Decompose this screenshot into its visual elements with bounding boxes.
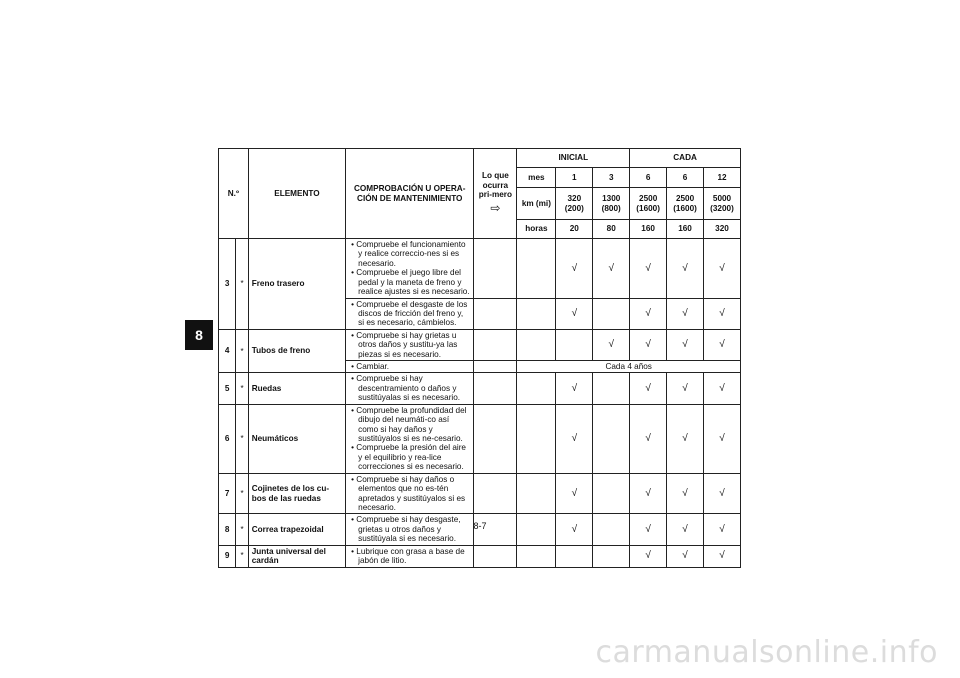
- header-km: 1300 (800): [593, 188, 630, 220]
- first-occurrence-cell: [474, 239, 517, 299]
- label-column-cell: [517, 473, 556, 514]
- emission-star: *: [236, 373, 248, 404]
- header-km: 2500 (1600): [667, 188, 704, 220]
- check-mark: √: [556, 514, 593, 545]
- maintenance-operation: [346, 361, 474, 373]
- check-mark: √: [593, 239, 630, 299]
- maintenance-operation: [346, 514, 474, 545]
- operation-item: • Compruebe la presión del aire y el equilibrio y rea-lice correcciones si es necesario.: [349, 443, 470, 471]
- check-mark: √: [704, 473, 741, 514]
- header-hours-label: horas: [517, 220, 556, 239]
- check-mark: √: [630, 473, 667, 514]
- check-mark: √: [556, 239, 593, 299]
- header-km-label: km (mi): [517, 188, 556, 220]
- operation-item: • Compruebe el funcionamiento y realice correccio-nes si es necesario.: [349, 240, 470, 268]
- header-every: CADA: [630, 149, 741, 168]
- check-mark: √: [667, 329, 704, 360]
- label-column-cell: [517, 329, 556, 360]
- element-name: Ruedas: [248, 373, 345, 404]
- watermark: carmanualsonline.info: [595, 635, 938, 670]
- first-occurrence-cell: [474, 404, 517, 473]
- check-mark: √: [704, 298, 741, 329]
- header-hours: 160: [630, 220, 667, 239]
- header-hours: 80: [593, 220, 630, 239]
- maintenance-operation: [346, 473, 474, 514]
- check-mark: √: [667, 373, 704, 404]
- label-column-cell: [517, 545, 556, 567]
- label-column-cell: [517, 514, 556, 545]
- check-mark: √: [667, 514, 704, 545]
- check-mark: [593, 373, 630, 404]
- check-mark: [593, 298, 630, 329]
- page-number: 8-7: [473, 521, 487, 531]
- operation-item: • Compruebe si hay grietas u otros daños y sustitu-ya las piezas si es necesario.: [349, 331, 470, 359]
- table-row: [219, 239, 741, 299]
- check-mark: √: [667, 298, 704, 329]
- emission-star: *: [236, 329, 248, 373]
- check-mark: [593, 514, 630, 545]
- check-mark: √: [556, 473, 593, 514]
- emission-star: *: [236, 545, 248, 567]
- check-mark: √: [556, 373, 593, 404]
- check-mark: [593, 473, 630, 514]
- maintenance-operation: [346, 329, 474, 360]
- operation-item: • Compruebe la profundidad del dibujo del neumáti-co así como si hay daños y sustitúyalos si es ne-cesario.: [349, 406, 470, 444]
- emission-star: *: [236, 239, 248, 330]
- first-occurrence-cell: [474, 298, 517, 329]
- element-name: Correa trapezoidal: [248, 514, 345, 545]
- check-mark: [593, 545, 630, 567]
- maintenance-operation: [346, 239, 474, 299]
- row-number: 8: [219, 514, 236, 545]
- header-month: 1: [556, 168, 593, 188]
- element-name: Freno trasero: [248, 239, 345, 330]
- element-name: Cojinetes de los cu-bos de las ruedas: [248, 473, 345, 514]
- table-row: [219, 404, 741, 473]
- header-km: 5000 (3200): [704, 188, 741, 220]
- operation-item: • Compruebe si hay daños o elementos que no es-tén apretados y sustitúyalos si es necesario.: [349, 475, 470, 513]
- header-hours: 20: [556, 220, 593, 239]
- header-initial: INICIAL: [517, 149, 630, 168]
- first-occurrence-cell: [474, 545, 517, 567]
- header-month-label: mes: [517, 168, 556, 188]
- operation-item: • Compruebe el desgaste de los discos de fricción del freno y, si es necesario, cámbielos.: [349, 300, 470, 328]
- header-month: 3: [593, 168, 630, 188]
- check-mark: √: [704, 239, 741, 299]
- arrow-icon: ⇨: [490, 200, 501, 215]
- label-column-cell: [517, 373, 556, 404]
- maintenance-operation: [346, 404, 474, 473]
- label-column-cell: [517, 404, 556, 473]
- table-row: [219, 473, 741, 514]
- element-name: Junta universal del cardán: [248, 545, 345, 567]
- row-number: 7: [219, 473, 236, 514]
- maintenance-table: [218, 148, 741, 568]
- operation-item: • Lubrique con grasa a base de jabón de litio.: [349, 547, 470, 566]
- check-mark: √: [630, 298, 667, 329]
- check-mark: √: [704, 373, 741, 404]
- element-name: Neumáticos: [248, 404, 345, 473]
- first-occurrence-cell: [474, 329, 517, 360]
- check-mark: √: [667, 473, 704, 514]
- row-number: 6: [219, 404, 236, 473]
- check-mark: √: [667, 404, 704, 473]
- operation-item: • Cambiar.: [349, 362, 470, 371]
- header-month: 12: [704, 168, 741, 188]
- check-mark: √: [556, 404, 593, 473]
- check-mark: √: [630, 404, 667, 473]
- maintenance-operation: [346, 545, 474, 567]
- header-km: 320 (200): [556, 188, 593, 220]
- check-mark: √: [630, 373, 667, 404]
- header-first-label: Lo que ocurra pri-mero: [478, 171, 512, 200]
- header-km: 2500 (1600): [630, 188, 667, 220]
- header-check: COMPROBACIÓN U OPERA-CIÓN DE MANTENIMIENTO: [346, 149, 474, 239]
- table-row: [219, 545, 741, 567]
- check-mark: √: [667, 239, 704, 299]
- check-mark: √: [593, 329, 630, 360]
- check-mark: √: [630, 329, 667, 360]
- check-mark: [556, 545, 593, 567]
- row-number: 5: [219, 373, 236, 404]
- check-mark: √: [630, 514, 667, 545]
- check-mark: √: [704, 514, 741, 545]
- row-number: 3: [219, 239, 236, 330]
- check-mark: √: [704, 329, 741, 360]
- row-number: 9: [219, 545, 236, 567]
- check-mark: √: [704, 404, 741, 473]
- emission-star: *: [236, 473, 248, 514]
- check-mark: √: [704, 545, 741, 567]
- label-column-cell: [517, 298, 556, 329]
- maintenance-operation: [346, 373, 474, 404]
- check-mark: √: [556, 298, 593, 329]
- check-mark: √: [630, 239, 667, 299]
- header-hours: 320: [704, 220, 741, 239]
- chapter-tab: 8: [185, 320, 213, 350]
- header-month: 6: [630, 168, 667, 188]
- element-name: Tubos de freno: [248, 329, 345, 373]
- emission-star: *: [236, 514, 248, 545]
- emission-star: *: [236, 404, 248, 473]
- check-mark: [556, 329, 593, 360]
- table-row: [219, 329, 741, 360]
- header-hours: 160: [667, 220, 704, 239]
- first-occurrence-cell: [474, 473, 517, 514]
- interval-span-cell: Cada 4 años: [517, 361, 741, 373]
- first-occurrence-cell: [474, 373, 517, 404]
- operation-item: • Compruebe el juego libre del pedal y la maneta de freno y realice ajustes si es necesario.: [349, 268, 470, 296]
- header-month: 6: [667, 168, 704, 188]
- operation-item: • Compruebe si hay descentramiento o daños y sustitúyalas si es necesario.: [349, 374, 470, 402]
- check-mark: [593, 404, 630, 473]
- table-row: [219, 373, 741, 404]
- check-mark: √: [667, 545, 704, 567]
- first-occurrence-cell: [474, 361, 517, 373]
- maintenance-operation: [346, 298, 474, 329]
- check-mark: √: [630, 545, 667, 567]
- header-first: [474, 149, 517, 239]
- row-number: 4: [219, 329, 236, 373]
- label-column-cell: [517, 239, 556, 299]
- header-element: ELEMENTO: [248, 149, 345, 239]
- operation-item: • Compruebe si hay desgaste, grietas u otros daños y sustitúyala si es necesario.: [349, 515, 470, 543]
- header-no: N.º: [219, 149, 249, 239]
